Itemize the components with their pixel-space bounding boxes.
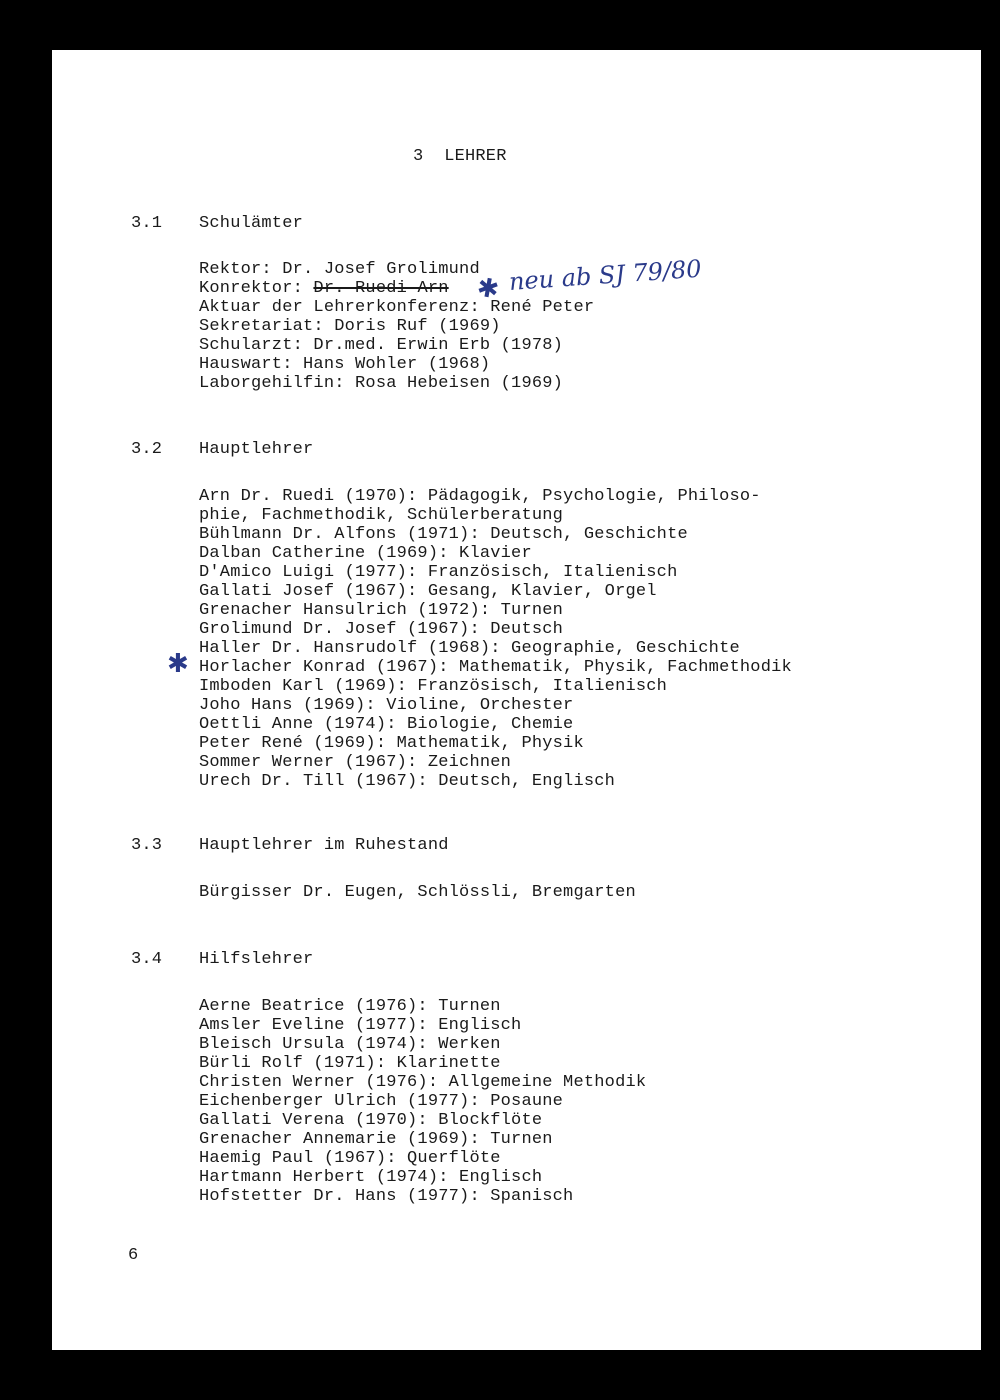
list-item: Hofstetter Dr. Hans (1977): Spanisch	[199, 1187, 574, 1206]
list-item: Bürgisser Dr. Eugen, Schlössli, Bremgarten	[199, 883, 636, 902]
handwritten-note: neu ab SJ 79/80	[508, 254, 703, 296]
list-item: Grolimund Dr. Josef (1967): Deutsch	[199, 620, 564, 639]
section-3-2-number: 3.2	[131, 440, 163, 459]
list-item: Aerne Beatrice (1976): Turnen	[199, 997, 501, 1016]
list-item: Dalban Catherine (1969): Klavier	[199, 544, 532, 563]
konrektor-label: Konrektor:	[199, 279, 314, 298]
list-item: Aktuar der Lehrerkonferenz: René Peter	[199, 298, 595, 317]
section-3-1-number: 3.1	[131, 214, 163, 233]
list-item: Bühlmann Dr. Alfons (1971): Deutsch, Geschichte	[199, 525, 688, 544]
list-item: Gallati Verena (1970): Blockflöte	[199, 1111, 543, 1130]
list-item: Joho Hans (1969): Violine, Orchester	[199, 696, 574, 715]
list-item: Laborgehilfin: Rosa Hebeisen (1969)	[199, 374, 564, 393]
list-item: Grenacher Annemarie (1969): Turnen	[199, 1130, 553, 1149]
asterisk-icon: ✱	[474, 272, 502, 306]
section-3-1-title: Schulämter	[199, 214, 304, 233]
list-item: Arn Dr. Ruedi (1970): Pädagogik, Psychologie, Philoso-	[199, 487, 761, 506]
list-item: Gallati Josef (1967): Gesang, Klavier, Orgel	[199, 582, 657, 601]
page-title: 3 LEHRER	[413, 147, 507, 166]
list-item: Bleisch Ursula (1974): Werken	[199, 1035, 501, 1054]
list-item: Grenacher Hansulrich (1972): Turnen	[199, 601, 564, 620]
list-item: Eichenberger Ulrich (1977): Posaune	[199, 1092, 564, 1111]
list-item: Christen Werner (1976): Allgemeine Methodik	[199, 1073, 647, 1092]
asterisk-icon: ✱	[167, 649, 189, 679]
list-item: Oettli Anne (1974): Biologie, Chemie	[199, 715, 574, 734]
list-item: Imboden Karl (1969): Französisch, Italienisch	[199, 677, 668, 696]
section-3-4-title: Hilfslehrer	[199, 950, 314, 969]
konrektor-line	[199, 279, 449, 298]
section-3-3-number: 3.3	[131, 836, 163, 855]
section-3-2-title: Hauptlehrer	[199, 440, 314, 459]
list-item: Hartmann Herbert (1974): Englisch	[199, 1168, 543, 1187]
list-item: Haller Dr. Hansrudolf (1968): Geographie, Geschichte	[199, 639, 740, 658]
list-item: D'Amico Luigi (1977): Französisch, Italienisch	[199, 563, 678, 582]
list-item: Hauswart: Hans Wohler (1968)	[199, 355, 491, 374]
section-3-4-number: 3.4	[131, 950, 163, 969]
list-item: Peter René (1969): Mathematik, Physik	[199, 734, 584, 753]
list-item: Amsler Eveline (1977): Englisch	[199, 1016, 522, 1035]
section-3-3-title: Hauptlehrer im Ruhestand	[199, 836, 449, 855]
list-item: Sommer Werner (1967): Zeichnen	[199, 753, 512, 772]
list-item: Sekretariat: Doris Ruf (1969)	[199, 317, 501, 336]
rektor-line: Rektor: Dr. Josef Grolimund	[199, 260, 480, 279]
list-item: phie, Fachmethodik, Schülerberatung	[199, 506, 564, 525]
list-item: Bürli Rolf (1971): Klarinette	[199, 1054, 501, 1073]
page-number: 6	[128, 1246, 139, 1265]
list-item: Haemig Paul (1967): Querflöte	[199, 1149, 501, 1168]
list-item: Horlacher Konrad (1967): Mathematik, Physik, Fachmethodik	[199, 658, 792, 677]
list-item: Schularzt: Dr.med. Erwin Erb (1978)	[199, 336, 564, 355]
konrektor-struck-name: Dr. Ruedi Arn	[313, 279, 449, 298]
list-item: Urech Dr. Till (1967): Deutsch, Englisch	[199, 772, 616, 791]
